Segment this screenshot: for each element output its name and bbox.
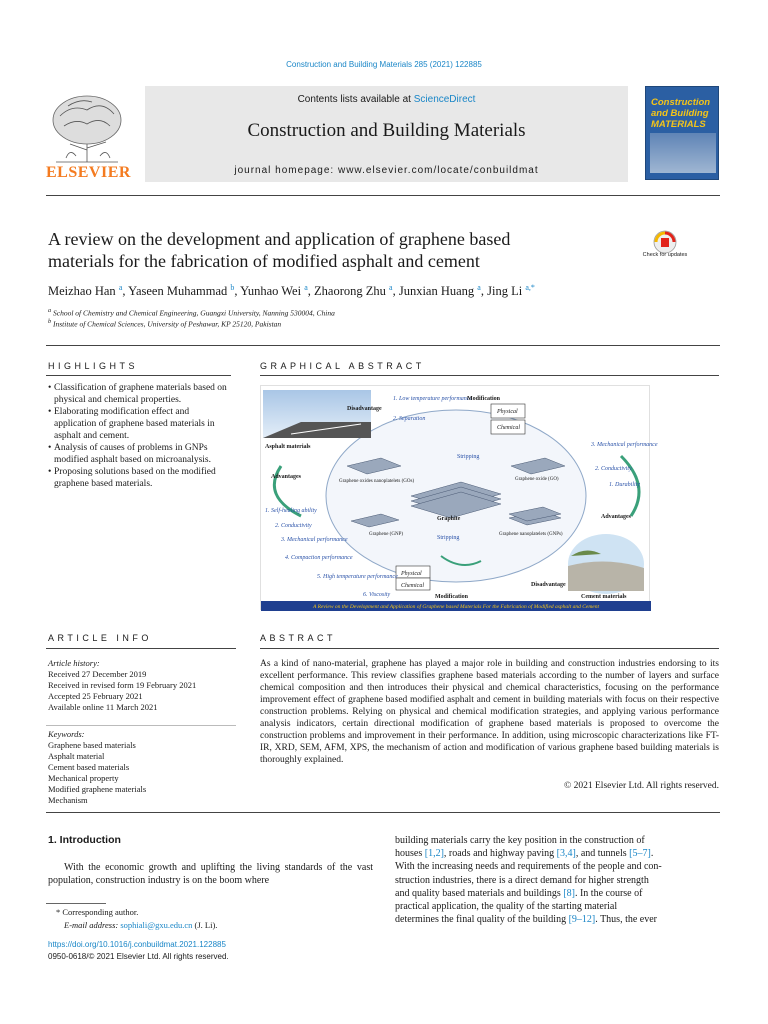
title-line-2: materials for the fabrication of modified asphalt and cement: [48, 251, 480, 271]
highlights-list: [48, 382, 233, 490]
abstract-copyright: © 2021 Elsevier Ltd. All rights reserved.: [564, 781, 719, 791]
email-label: E-mail address:: [64, 920, 119, 930]
author[interactable]: Meizhao Han $^a$,: [48, 283, 129, 299]
keywords-label: Keywords:: [48, 729, 85, 739]
ga-label: 3. Mechanical performance: [281, 537, 348, 543]
affiliation: $^a$ School of Chemistry and Chemical Engineering, Guangxi University, Nanning 530004, China: [48, 307, 335, 318]
cover-title-line-1: Construction: [651, 97, 711, 108]
abstract-body: As a kind of nano-material, graphene has played a major role in building and construction industries endorsing to its excellent performance. This review classifies graphene based materials according to the number of layers and surface chemical composition and then introduces their physical and chemical characteristics, focusing on the performance improvement effect of graphene based modified asphalt and cement in building materials with focus on their respective construction problems. Relying on physical and chemical modification strategies, and applying various performance analysis indicators, certain directional modification of graphene based materials is proposed to overcome the construction problems and improvement in their performance. In addition, using microscopic characterizations like FT-IR, XRD, SEM, AFM, XPS, the mechanism of action and modification of various graphene based building materials is thoroughly explained.: [260, 659, 719, 765]
ga-label: 2. Conductivity: [595, 466, 632, 472]
email-suffix: (J. Li).: [192, 920, 218, 930]
divider: [46, 375, 231, 376]
ga-label: Advantages: [601, 514, 632, 520]
cover-title-line-2: and Building: [651, 108, 709, 119]
highlight-item: • Elaborating modification effect and application of graphene based materials in asphalt and cement.: [48, 406, 233, 442]
ga-label: Graphene nanoplatelets (GNPs): [499, 532, 563, 537]
contents-prefix: Contents lists available at: [297, 94, 414, 105]
check-for-updates-label: Check for updates: [642, 252, 688, 258]
author[interactable]: Junxian Huang $^a$,: [398, 283, 488, 299]
keyword[interactable]: Cement based materials: [48, 762, 130, 772]
email-note: [64, 920, 217, 930]
divider: [260, 375, 719, 376]
citation-link[interactable]: [8]: [563, 887, 575, 899]
author-list: [48, 283, 728, 299]
cover-title: [651, 97, 717, 130]
ga-label: Disadvantage: [347, 406, 382, 412]
issn-line: 0950-0618/© 2021 Elsevier Ltd. All rights reserved.: [48, 952, 229, 961]
ga-label: 2. Separation: [393, 416, 426, 422]
corresponding-author-note: * Corresponding author.: [56, 907, 139, 917]
citation-link[interactable]: [3,4]: [556, 848, 576, 860]
citation-link[interactable]: [1,2]: [424, 848, 444, 860]
keyword[interactable]: Mechanism: [48, 795, 88, 805]
keyword[interactable]: Graphene based materials: [48, 740, 136, 750]
cover-title-line-3: MATERIALS: [651, 119, 706, 130]
ga-label: 4. Compaction performance: [285, 555, 353, 561]
title-line-1: A review on the development and application of graphene based: [48, 229, 511, 249]
elsevier-wordmark: ELSEVIER: [46, 164, 131, 181]
ga-label: Stripping: [457, 454, 480, 460]
ga-label: 1. Durability: [609, 482, 640, 488]
article-title: [48, 228, 628, 272]
highlight-item: • Classification of graphene materials based on physical and chemical properties.: [48, 382, 233, 406]
contents-line: [145, 94, 628, 105]
check-for-updates-icon[interactable]: [648, 230, 682, 264]
text-line: building materials carry the key position in the construction of: [395, 835, 645, 846]
highlights-heading: HIGHLIGHTS: [48, 361, 139, 371]
affiliation: $^b$ Institute of Chemical Sciences, University of Peshawar, KP 25120, Pakistan: [48, 318, 282, 329]
intro-right-column: [395, 834, 720, 926]
highlight-item: • Analysis of causes of problems in GNPs modified asphalt based on microanalysis.: [48, 442, 233, 466]
author[interactable]: Zhaorong Zhu $^a$,: [314, 283, 399, 299]
ga-label: Modification: [467, 396, 500, 402]
footnote-divider: [46, 903, 106, 904]
keyword[interactable]: Asphalt material: [48, 751, 105, 761]
ga-label: 3. Mechanical performance: [591, 442, 658, 448]
citation-link[interactable]: [5–7]: [629, 848, 651, 860]
journal-title: Construction and Building Materials: [247, 120, 526, 141]
ga-label: Stripping: [437, 535, 460, 541]
ga-label: 1. Self-healing ability: [265, 508, 317, 514]
ga-label: Physical: [401, 571, 422, 577]
history-entry: Available online 11 March 2021: [48, 702, 158, 712]
text-line: With the increasing needs and requirements of the people and con-: [395, 861, 662, 873]
text-line: houses [1,2], roads and highway paving [3,4], and tunnels [5–7].: [395, 848, 654, 860]
history-entry: Accepted 25 February 2021: [48, 691, 143, 701]
ga-label: Chemical: [401, 583, 424, 589]
divider: [46, 345, 720, 346]
history-entry: Received in revised form 19 February 2021: [48, 680, 197, 690]
ga-label: 5. High temperature performance: [317, 574, 398, 580]
keyword[interactable]: Mechanical property: [48, 773, 119, 783]
citation-link[interactable]: [9–12]: [568, 914, 596, 926]
email-link[interactable]: sophiali@gxu.edu.cn: [120, 920, 193, 930]
article-info-heading: ARTICLE INFO: [48, 633, 152, 643]
graphical-abstract-figure[interactable]: [260, 385, 658, 610]
ga-label: 6. Viscosity: [363, 592, 391, 598]
divider: [46, 725, 236, 726]
journal-reference[interactable]: Construction and Building Materials 285 (2021) 122885: [286, 60, 482, 69]
journal-homepage[interactable]: journal homepage: www.elsevier.com/locate/conbuildmat: [234, 165, 539, 176]
ga-label: Graphene oxides nanoplatelets (GOs): [339, 479, 415, 484]
section-heading: 1. Introduction: [48, 834, 121, 846]
highlight-item: • Proposing solutions based on the modified graphene based materials.: [48, 466, 233, 490]
sciencedirect-link[interactable]: ScienceDirect: [413, 94, 476, 105]
author[interactable]: Yaseen Muhammad $^b$,: [128, 283, 241, 299]
ga-label: Cement materials: [581, 594, 627, 600]
keyword[interactable]: Modified graphene materials: [48, 784, 147, 794]
doi-link[interactable]: https://doi.org/10.1016/j.conbuildmat.2021.122885: [48, 940, 226, 949]
intro-paragraph: With the economic growth and uplifting the living standards of the vast population, construction industry is on the boom where: [48, 862, 373, 886]
journal-cover: [645, 86, 719, 180]
history-entry: Received 27 December 2019: [48, 669, 147, 679]
ga-banner-text: A Review on the Development and Application of Graphene based Materials For the Fabrication of Modified asphalt and Cement: [312, 604, 600, 610]
ga-label: Modification: [435, 594, 468, 600]
ga-label: 1. Low temperature performance: [393, 396, 473, 402]
text-line: practical application, the quality of the starting material: [395, 901, 618, 913]
divider: [46, 812, 720, 813]
ga-label: Graphite: [437, 516, 461, 522]
divider: [46, 648, 236, 649]
text-line: and quality based materials and buildings [8]. In the course of: [395, 887, 643, 899]
ga-label: Chemical: [497, 425, 520, 431]
ga-label: Advantages: [271, 474, 302, 480]
text-line: struction industries, there is a direct demand for higher strength: [395, 874, 649, 886]
ga-label: Graphene (GNP): [369, 532, 404, 537]
text-line: determines the final quality of the building [9–12]. Thus, the ever: [395, 914, 657, 926]
graphical-abstract-heading: GRAPHICAL ABSTRACT: [260, 361, 425, 371]
author[interactable]: Jing Li $^{a,*}$: [487, 283, 535, 299]
abstract-heading: ABSTRACT: [260, 633, 337, 643]
header-divider: [46, 195, 720, 196]
author[interactable]: Yunhao Wei $^a$,: [240, 283, 315, 299]
divider: [260, 648, 719, 649]
ga-label: Asphalt materials: [265, 444, 311, 450]
ga-label: 2. Conductivity: [275, 523, 312, 529]
ga-label: Graphene oxide (GO): [515, 477, 559, 482]
ga-label: Physical: [497, 409, 518, 415]
history-label: Article history:: [48, 658, 100, 668]
ga-label: Disadvantage: [531, 582, 566, 588]
cover-image: [650, 133, 716, 173]
